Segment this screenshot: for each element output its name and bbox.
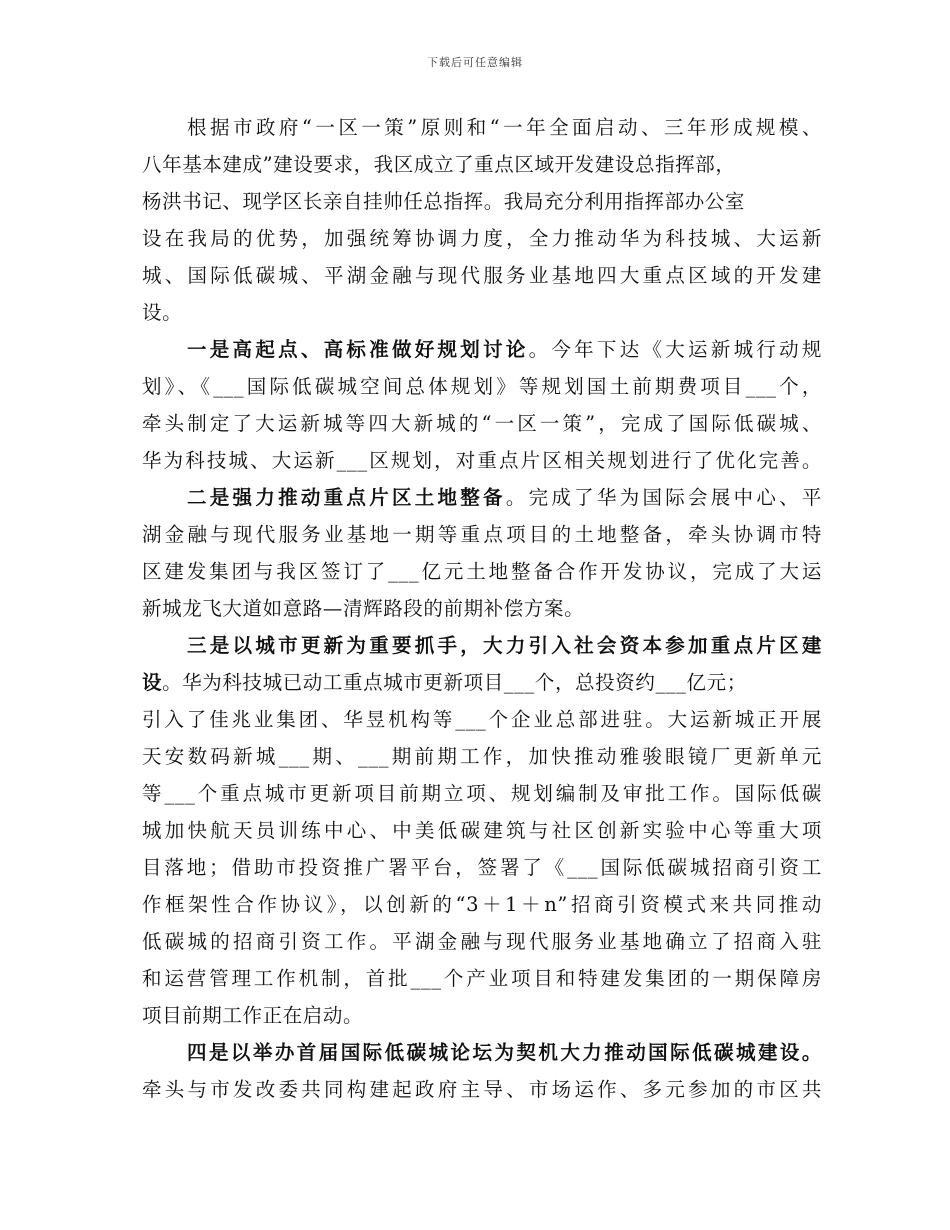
text-line <box>142 183 822 220</box>
page-header: 下载后可任意编辑 <box>427 56 523 69</box>
bold-heading-text: 四是以举办首届国际低碳城论坛为契机大力推动国际低碳城建设。 <box>187 1041 822 1064</box>
text-line <box>142 516 822 553</box>
text-line <box>142 442 822 479</box>
text-line <box>142 109 822 146</box>
body-text: 引入了佳兆业集团、华昱机构等___个企业总部进驻。大运新城正开展 <box>142 708 822 731</box>
text-line <box>142 849 822 886</box>
text-line <box>142 1071 822 1108</box>
text-line <box>142 294 822 331</box>
text-line <box>142 664 822 701</box>
body-text: 城、国际低碳城、平湖金融与现代服务业基地四大重点区域的开发建 <box>142 264 822 287</box>
body-text: 杨洪书记、现学区长亲自挂帅任总指挥。我局充分利用指挥部办公室 <box>142 190 746 213</box>
body-text: 和运营管理工作机制，首批___个产业项目和特建发集团的一期保障房 <box>142 967 822 990</box>
text-line <box>142 627 822 664</box>
body-text: 天安数码新城___期、___期前期工作，加快推动雅骏眼镜厂更新单元 <box>142 745 822 768</box>
body-text: 低碳城的招商引资工作。平湖金融与现代服务业基地确立了招商入驻 <box>142 930 822 953</box>
bold-heading-text: 设 <box>142 671 163 694</box>
text-line <box>142 701 822 738</box>
body-text: 目落地；借助市投资推广署平台，签署了《___国际低碳城招商引资工 <box>142 856 822 879</box>
text-line <box>142 220 822 257</box>
text-line <box>142 405 822 442</box>
text-line <box>142 368 822 405</box>
body-text: 。完成了华为国际会展中心、平 <box>505 486 823 509</box>
text-line <box>142 257 822 294</box>
bold-heading-text: 一是高起点、高标准做好规划讨论 <box>187 338 529 361</box>
bold-heading-text: 二是强力推动重点片区土地整备 <box>187 486 506 509</box>
body-text: 。华为科技城已动工重点城市更新项目___个，总投资约___亿元； <box>162 671 747 694</box>
text-line <box>142 146 822 183</box>
text-line <box>142 960 822 997</box>
text-line <box>142 923 822 960</box>
text-line <box>142 590 822 627</box>
body-text: 八年基本建成”建设要求，我区成立了重点区域开发建设总指挥部， <box>142 153 736 176</box>
body-text: 城加快航天员训练中心、中美低碳建筑与社区创新实验中心等重大项 <box>142 819 822 842</box>
body-text: 根据市政府“一区一策”原则和“一年全面启动、三年形成规模、 <box>187 116 822 139</box>
body-text: 区建发集团与我区签订了___亿元土地整备合作开发协议，完成了大运 <box>142 560 822 583</box>
text-line <box>142 997 822 1034</box>
body-text: 设在我局的优势，加强统筹协调力度，全力推动华为科技城、大运新 <box>142 227 822 250</box>
text-line <box>142 775 822 812</box>
text-line <box>142 738 822 775</box>
body-text: 作框架性合作协议》，以创新的“3＋1＋n”招商引资模式来共同推动 <box>142 893 822 916</box>
text-line <box>142 886 822 923</box>
bold-heading-text: 三是以城市更新为重要抓手，大力引入社会资本参加重点片区建 <box>187 634 822 657</box>
body-text: 设。 <box>142 301 183 324</box>
text-line <box>142 1034 822 1071</box>
body-text: 划》、《___国际低碳城空间总体规划》等规划国土前期费项目___个， <box>142 375 822 398</box>
document-body <box>142 109 822 1108</box>
text-line <box>142 331 822 368</box>
body-text: 项目前期工作正在启动。 <box>142 1004 364 1027</box>
text-line <box>142 553 822 590</box>
text-line <box>142 479 822 516</box>
text-line <box>142 812 822 849</box>
body-text: 湖金融与现代服务业基地一期等重点项目的土地整备，牵头协调市特 <box>142 523 822 546</box>
body-text: 新城龙飞大道如意路—清辉路段的前期补偿方案。 <box>142 597 585 620</box>
body-text: 牵头与市发改委共同构建起政府主导、市场运作、多元参加的市区共 <box>142 1078 822 1101</box>
body-text: 华为科技城、大运新___区规划，对重点片区相关规划进行了优化完善。 <box>142 449 822 472</box>
body-text: 。今年下达《大运新城行动规 <box>528 338 822 361</box>
body-text: 等___个重点城市更新项目前期立项、规划编制及审批工作。国际低碳 <box>142 782 822 805</box>
body-text: 牵头制定了大运新城等四大新城的“一区一策”，完成了国际低碳城、 <box>142 412 822 435</box>
